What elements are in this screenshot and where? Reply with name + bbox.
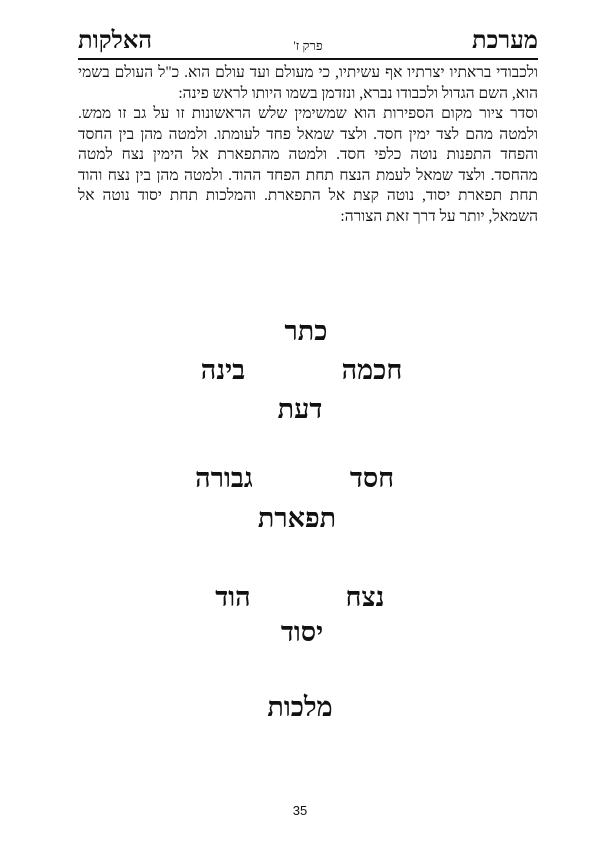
sefira-daat: דעת <box>277 394 323 424</box>
sefira-netzach: נצח <box>345 582 385 612</box>
chapter-label: פרק ז' <box>293 38 323 53</box>
sefira-hod: הוד <box>215 582 251 612</box>
page-number: 35 <box>292 803 308 818</box>
sefira-gevura: גבורה <box>195 463 253 493</box>
paragraph-2: וסדר ציור מקום הספירות הוא שמשימין שלש הראשונות זו על גב זו ממש. ולמטה מהם לצד ימין חסד. ולצד שמאל פחד לעומתו. ולמטה מהן בין החסד והפחד התפנות נוטה כלפי חסד. ולמטה מהתפארת אל הימין נצח למטה מהחסד. ולצד שמאל לעמת הנצח תחת הפחד ההוד. ולמטה מהן בין נצח והוד תחת תפארת יסוד, נוטה קצת אל התפארת. והמלכות תחת יסוד נוטה אל השמאל, יותר על דרך זאת הצורה: <box>78 105 538 225</box>
sefira-tiferet: תפארת <box>257 503 337 533</box>
sefira-chochma: חכמה <box>341 355 403 385</box>
header-title-left: האלקות <box>78 28 153 54</box>
sefira-malchut: מלכות <box>267 692 333 722</box>
sefira-keter: כתר <box>284 316 328 346</box>
header-title-right: מערכת <box>472 28 538 54</box>
paragraph-1: ולכבודי בראתיו יצרתיו אף עשיתיו, כי מעולם ועד עולם הוא. כ"ל העולם בשמי הוא, השם הגדול ולכבודו נברא, ונזדמן בשמו היותו לראש פינה: <box>78 64 538 102</box>
sefira-chesed: חסד <box>349 463 395 493</box>
sefira-yesod: יסוד <box>280 617 324 647</box>
sefira-bina: בינה <box>200 355 246 385</box>
